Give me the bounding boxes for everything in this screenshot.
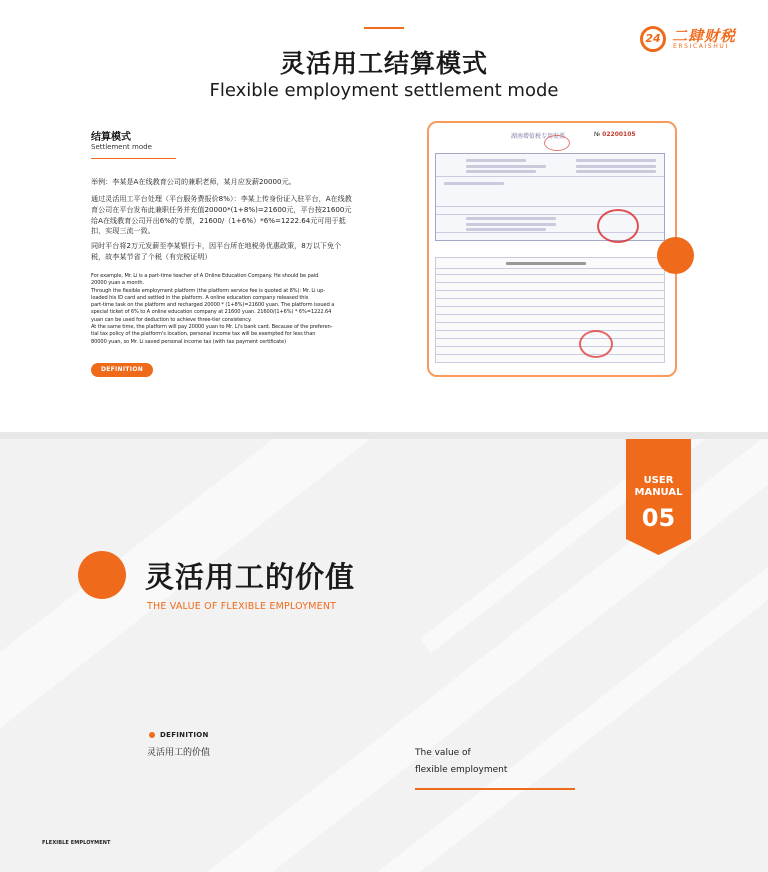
en-line: yuan can be used for deduction to achieve three-tier consistency.: [91, 316, 252, 323]
user-manual-banner: [626, 439, 691, 555]
en-line: part-time task on the platform and recharged 20000 * (1+8%)=21600 yuan. The platform issued a: [91, 302, 335, 309]
example-paragraph-2: 通过灵活用工平台处理（平台服务费报价8%）：李某上传身份证入驻平台，A在线教育公司在平台发布此兼职任务并充值20000*(1+8%)=21600元，平台按21600元给A在线教育公司开出6%的专票，21600/（1+6%）*6%=1222.64元可用于抵扣，实现三流一致。: [91, 194, 352, 236]
banner-number: 05: [641, 504, 676, 532]
brand-logo-icon: 24: [640, 26, 666, 52]
definition-text-cn: 灵活用工的价值: [147, 748, 211, 758]
en-line: loaded his ID card and settled in the platform. A online education company released this: [91, 294, 309, 301]
invoice-number-value: 02200105: [602, 131, 636, 138]
value-underline: [415, 788, 575, 790]
value-line-1: The value of: [415, 748, 471, 758]
en-line: 80000 yuan, so Mr. Li saved personal income tax (with tax payment certificate): [91, 338, 286, 345]
invoice-number: [594, 131, 636, 138]
example-paragraph-1: 举例：李某是A在线教育公司的兼职老师，某月应发薪20000元。: [91, 177, 296, 186]
en-line: special ticket of 6% to A online education company at 21600 yuan. 21600/(1+6%) * 6%=1222.64: [91, 309, 332, 316]
banner-line-1: USER: [643, 475, 674, 486]
bullet-dot: [149, 732, 155, 738]
invoice-number-label: №: [594, 131, 601, 138]
brand-logo: [640, 26, 758, 54]
invoice-title: 湖南增值税专用发票: [511, 133, 566, 140]
footer-label: FLEXIBLE EMPLOYMENT: [42, 840, 111, 846]
slide-separator: [0, 432, 768, 439]
en-line: For example, Mr. Li is a part-time teacher of A Online Education Company. He should be paid: [91, 273, 319, 279]
en-line: 20000 yuan a month.: [91, 280, 145, 287]
brand-name-en: ERSICAISHUI: [673, 43, 729, 50]
red-seal-icon: [544, 135, 570, 151]
red-seal-icon: [579, 330, 613, 358]
en-line: tial tax policy of the platform's location, personal income tax will be exempted for less than: [91, 331, 316, 338]
en-line: At the same time, the platform will pay 20000 yuan to Mr. Li's bank card. Because of the preferen-: [91, 324, 333, 331]
brand-name-cn: 二肆财税: [672, 27, 737, 45]
page-title-cn: 灵活用工结算模式: [279, 49, 488, 78]
example-paragraph-en: [91, 273, 361, 346]
red-seal-icon: [597, 209, 639, 243]
value-line-2: flexible employment: [415, 765, 508, 775]
section-title-cn: 结算模式: [91, 132, 131, 143]
section-title-en: Settlement mode: [91, 143, 152, 151]
invoice-detail-list: [435, 257, 665, 363]
invoice-image: [427, 121, 677, 377]
title-accent-rule: [364, 27, 404, 29]
definition-label: DEFINITION: [160, 731, 209, 739]
example-paragraph-3: 同时平台将2万元发薪至李某银行卡，因平台所在地税务优惠政策，8万以下免个税，故李某节省了个税（有完税证明）: [91, 241, 342, 261]
page-title-en: Flexible employment settlement mode: [209, 80, 559, 101]
section-title-cn: 灵活用工的价值: [145, 560, 356, 594]
banner-line-2: MANUAL: [634, 487, 683, 498]
definition-button[interactable]: DEFINITION: [91, 363, 153, 377]
section-divider: [91, 158, 176, 159]
value-text-en: [415, 745, 535, 779]
section-title-en: THE VALUE OF FLEXIBLE EMPLOYMENT: [147, 601, 337, 612]
decorative-circle: [78, 551, 126, 599]
decorative-circle: [657, 237, 694, 274]
slide-settlement-mode: [0, 0, 768, 432]
banner-label: [626, 475, 691, 499]
en-line: Through the flexible employment platform (the platform service fee is quoted at 8%): Mr. Li up-: [91, 287, 325, 294]
slide-value-of-flexible-employment: [0, 439, 768, 872]
